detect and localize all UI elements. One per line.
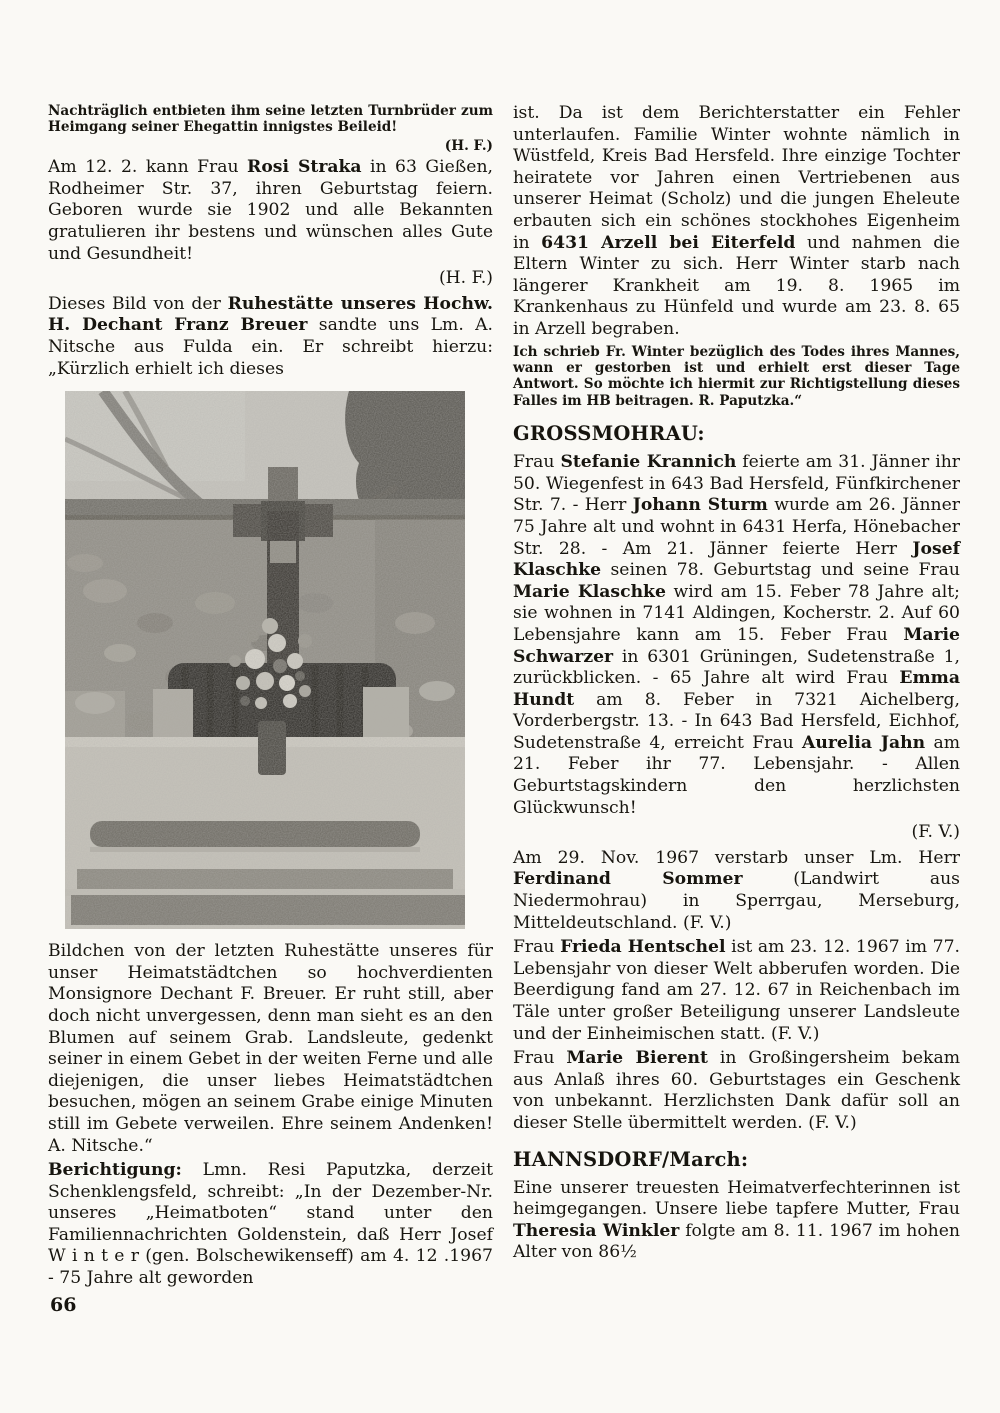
small-note-paragraph: [48, 103, 493, 136]
bold-name-text: Berichtigung:: [48, 1160, 182, 1181]
article-paragraph: [513, 937, 960, 1045]
left-column: [48, 103, 493, 1293]
bold-name-text: Marie Schwarzer: [513, 624, 960, 667]
article-paragraph: [48, 1160, 493, 1290]
bold-name-text: Marie Klaschke: [513, 581, 666, 602]
bold-name-text: Josef Klaschke: [513, 538, 960, 581]
bold-name-text: Johann Sturm: [632, 495, 768, 516]
text-run: folgte am 8. 11. 1967 im hohen Alter von 86½: [513, 1220, 960, 1263]
text-run: Nachträglich entbieten ihm seine letzten Turnbrüder zum Heimgang seiner Ehegattin innigstes Beileid!: [48, 103, 493, 136]
bold-name-text: Stefanie Krannich: [560, 452, 737, 473]
right-column: [513, 103, 960, 1267]
byline: (H. F.): [438, 268, 493, 289]
text-run: wird am 15. Feber 78 Jahre alt; sie wohnen in 7141 Aldingen, Kocherstr. 2. Auf 60 Lebensjahre kann am 15. Feber Frau: [513, 581, 960, 645]
article-paragraph: [513, 452, 960, 819]
text-run: wurde am 26. Jänner 75 Jahre alt und wohnt in 6431 Herfa, Hönebacher Str. 28. - Am 21. Jänner feierte Herr: [513, 495, 960, 559]
bold-name-text: Ferdinand Sommer: [513, 869, 743, 890]
bold-name-text: Emma Hundt: [513, 668, 960, 710]
page-number: 66: [50, 1294, 77, 1316]
article-paragraph: [48, 157, 493, 265]
text-run: (Landwirt aus Niedermohrau) in Sperrgau, Merseburg, Mitteldeutschland. (F. V.): [513, 869, 960, 933]
text-run: Bildchen von der letzten Ruhestätte unseres für unser Heimatstädtchen so hochverdienten Monsignore Dechant F. Breuer. Er ruht still, aber doch nicht unvergessen, denn man sieht es an den Blumen auf seinem Grab. Landsleute, gedenkt seiner in einem Gebet in der weiten Ferne und alle diejenigen, die unser liebes Heimatstädtchen besuchen, mögen an seinem Grabe einige Minuten still im Gebete verweilen. Ehre seinem Andenken! A. Nitsche.“: [48, 941, 493, 1156]
text-run: sandte uns Lm. A. Nitsche aus Fulda ein. Er schreibt hierzu: „Kürzlich erhielt ich dieses: [48, 315, 493, 379]
article-paragraph: [513, 1048, 960, 1134]
small-note-paragraph: [513, 344, 960, 410]
article-paragraph: [513, 848, 960, 934]
bold-name-text: Ruhestätte unseres Hochw. H. Dechant Franz Breuer: [48, 293, 493, 336]
bold-name-text: Frieda Hentschel: [560, 937, 726, 958]
text-run: in Großingersheim bekam aus Anlaß ihres 60. Geburtstages ein Geschenk von unbekannt. Herzlichsten Dank dafür soll an dieser Stelle übermittelt werden. (F. V.): [513, 1048, 960, 1133]
text-run: Frau: [513, 937, 561, 958]
text-run: Frau: [513, 1048, 567, 1069]
text-run: und nahmen die Eltern Winter zu sich. Herr Winter starb nach längerer Krankheit am 19. 8. 1965 im Krankenhaus zu Hünfeld und wurde am 23. 8. 65 in Arzell begraben.: [513, 232, 960, 339]
byline: (F. V.): [911, 822, 960, 843]
text-run: Am 29. Nov. 1967 verstarb unser Lm. Herr: [513, 847, 960, 868]
text-run: Dieses Bild von der: [48, 293, 228, 314]
text-run: Frau: [513, 452, 561, 473]
text-run: in 6301 Grüningen, Sudetenstraße 1, zurückblicken. - 65 Jahre alt wird Frau: [513, 646, 960, 689]
text-run: Lmn. Resi Paputzka, derzeit Schenklengsfeld, schreibt: „In der Dezember-Nr. unseres „Heimatboten“ stand unter den Familiennachrichten Goldenstein, daß Herr Josef W i n t e r (gen. Bolschewikenseff) am 4. 12 .1967 - 75 Jahre alt geworden: [48, 1160, 493, 1289]
bold-name-text: Aurelia Jahn: [802, 732, 926, 753]
text-run: in 63 Gießen, Rodheimer Str. 37, ihren Geburtstag feiern. Geboren wurde sie 1902 und alle Bekannten gratulieren ihr bestens und wünschen alles Gute und Gesundheit!: [48, 157, 493, 264]
grave-photo-illustration: [65, 391, 465, 929]
article-paragraph: [48, 941, 493, 1157]
section-heading: GROSSMOHRAU:: [513, 422, 705, 446]
grave-photo: [65, 391, 465, 929]
byline: (H. F.): [444, 137, 493, 154]
text-run: am 8. Feber in 7321 Aichelberg, Vorderbergstr. 13. - In 643 Bad Hersfeld, Eichhof, Sudetenstraße 4, erreicht Frau: [513, 689, 960, 753]
article-paragraph: [48, 294, 493, 380]
article-paragraph: [513, 1178, 960, 1264]
text-run: Eine unserer treuesten Heimatverfechterinnen ist heimgegangen. Unsere liebe tapfere Mutter, Frau: [513, 1177, 960, 1220]
bold-name-text: 6431 Arzell bei Eiterfeld: [541, 232, 796, 253]
article-paragraph: [513, 103, 960, 341]
text-run: am 21. Feber ihr 77. Lebensjahr. - Allen Geburtstagskindern den herzlichsten Glückwunsch!: [513, 732, 961, 818]
text-run: seinen 78. Geburtstag und seine Frau: [601, 560, 960, 581]
text-run: ist. Da ist dem Berichterstatter ein Fehler unterlaufen. Familie Winter wohnte nämlich in Wüstfeld, Kreis Bad Hersfeld. Ihre einzige Tochter heiratete vor Jahren einen Vertriebenen aus unserer Heimat (Scholz) und die jungen Eheleute erbauten sich ein schönes stockhohes Eigenheim in: [513, 103, 960, 253]
photo-grain: [65, 391, 465, 929]
section-heading: HANNSDORF/March:: [513, 1147, 749, 1171]
text-run: Am 12. 2. kann Frau: [48, 157, 248, 178]
bold-name-text: Marie Bierent: [566, 1048, 708, 1069]
bold-name-text: Rosi Straka: [247, 157, 362, 178]
bold-name-text: Theresia Winkler: [513, 1220, 680, 1241]
text-run: ist am 23. 12. 1967 im 77. Lebensjahr von dieser Welt abberufen worden. Die Beerdigung fand am 27. 12. 67 in Reichenbach im Täle unter großer Beteiligung unserer Landsleute und der Einheimischen statt. (F. V.): [513, 937, 960, 1044]
text-run: Ich schrieb Fr. Winter bezüglich des Todes ihres Mannes, wann er gestorben ist und erhielt erst dieser Tage Antwort. So möchte ich hiermit zur Richtigstellung dieses Falles im HB beitragen. R. Paputzka.“: [513, 343, 960, 409]
text-run: feierte am 31. Jänner ihr 50. Wiegenfest in 643 Bad Hersfeld, Fünfkirchener Str. 7. - Herr: [513, 452, 961, 516]
